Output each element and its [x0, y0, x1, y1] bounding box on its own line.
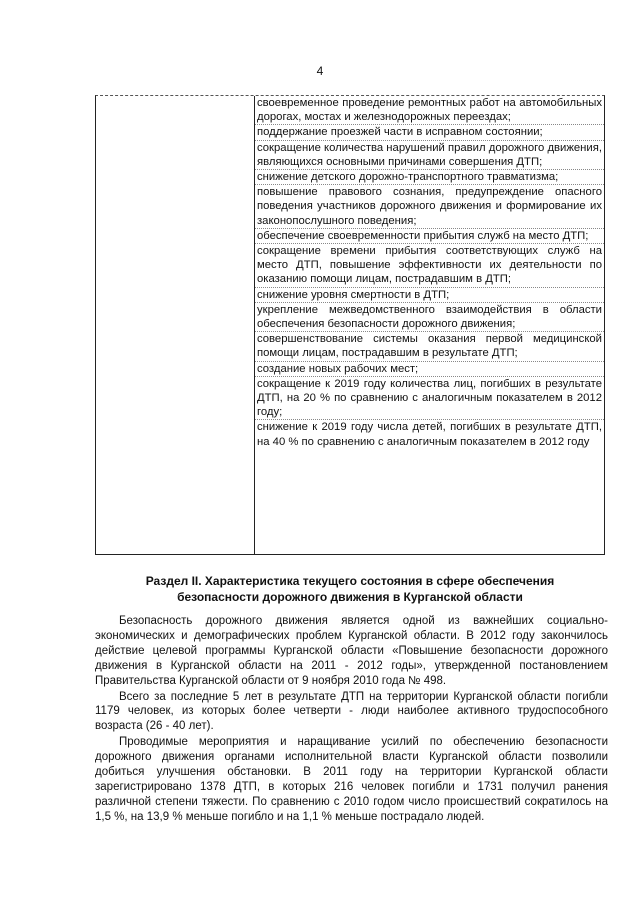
table-entry: поддержание проезжей части в исправном состоянии;: [255, 125, 604, 140]
table-entry: обеспечение своевременности прибытия служб на место ДТП;: [255, 229, 604, 244]
paragraph: Безопасность дорожного движения является одной из важнейших социально-экономических и демографических проблем Курганской области. В 2012 году закончилось действие целевой программы Курганской области «Повышение безопасности дорожного движения в Курганской области на 2011 - 2012 годы», утвержденной постановлением Правительства Курганской области от 9 ноября 2010 года № 498.: [95, 615, 608, 687]
section-title-line-1: Раздел II. Характеристика текущего состояния в сфере обеспечения: [145, 574, 555, 588]
table-entry: сокращение количества нарушений правил дорожного движения, являющихся основными причинами совершения ДТП;: [255, 141, 604, 170]
page-number: 4: [316, 64, 324, 78]
table-left-column: [96, 96, 255, 554]
table-entry: создание новых рабочих мест;: [255, 362, 604, 377]
table-entry: снижение уровня смертности в ДТП;: [255, 288, 604, 303]
paragraph: Всего за последние 5 лет в результате ДТП на территории Курганской области погибли 1179 человек, из которых более четверти - люди наиболее активного трудоспособного возраста (26 - 40 лет).: [95, 690, 608, 733]
table-entry: снижение к 2019 году числа детей, погибших в результате ДТП, на 40 % по сравнению с аналогичным показателем в 2012 году: [257, 421, 602, 448]
table-entry: сокращение времени прибытия соответствующих служб на место ДТП, повышение эффективности их деятельности по оказанию помощи лицам, пострадавшим в ДТП;: [255, 244, 604, 288]
table-entry: снижение детского дорожно-транспортного травматизма;: [255, 170, 604, 185]
paragraph: Проводимые мероприятия и наращивание усилий по обеспечению безопасности дорожного движения органами исполнительной власти Курганской области позволили добиться улучшения обстановки. В 2011 году на территории Курганской области зарегистрировано 1378 ДТП, в которых 216 человек погибли и 1731 получил ранения различной степени тяжести. По сравнению с 2010 годом число происшествий сократилось на 1,5 %, на 13,9 % меньше погибло и на 1,1 % меньше пострадало людей.: [95, 736, 608, 823]
table-entry: совершенствование системы оказания первой медицинской помощи лицам, пострадавшим в результате ДТП;: [255, 332, 604, 361]
table-entry: укрепление межведомственного взаимодействия в области обеспечения безопасности дорожного движения;: [255, 303, 604, 332]
table-right-column: [255, 96, 604, 554]
table-entry: повышение правового сознания, предупреждение опасного поведения участников дорожного движения и формирование их законопослушного поведения;: [255, 185, 604, 229]
section-title: [95, 573, 605, 605]
body-text: [95, 614, 608, 825]
expected-results-table: [95, 95, 605, 555]
table-entry: сокращение к 2019 году количества лиц, погибших в результате ДТП, на 20 % по сравнению с аналогичным показателем в 2012 году;: [255, 377, 604, 421]
section-title-line-2: безопасности дорожного движения в Курганской области: [177, 590, 523, 604]
table-entry: своевременное проведение ремонтных работ на автомобильных дорогах, мостах и железнодорожных переездах;: [255, 96, 604, 125]
